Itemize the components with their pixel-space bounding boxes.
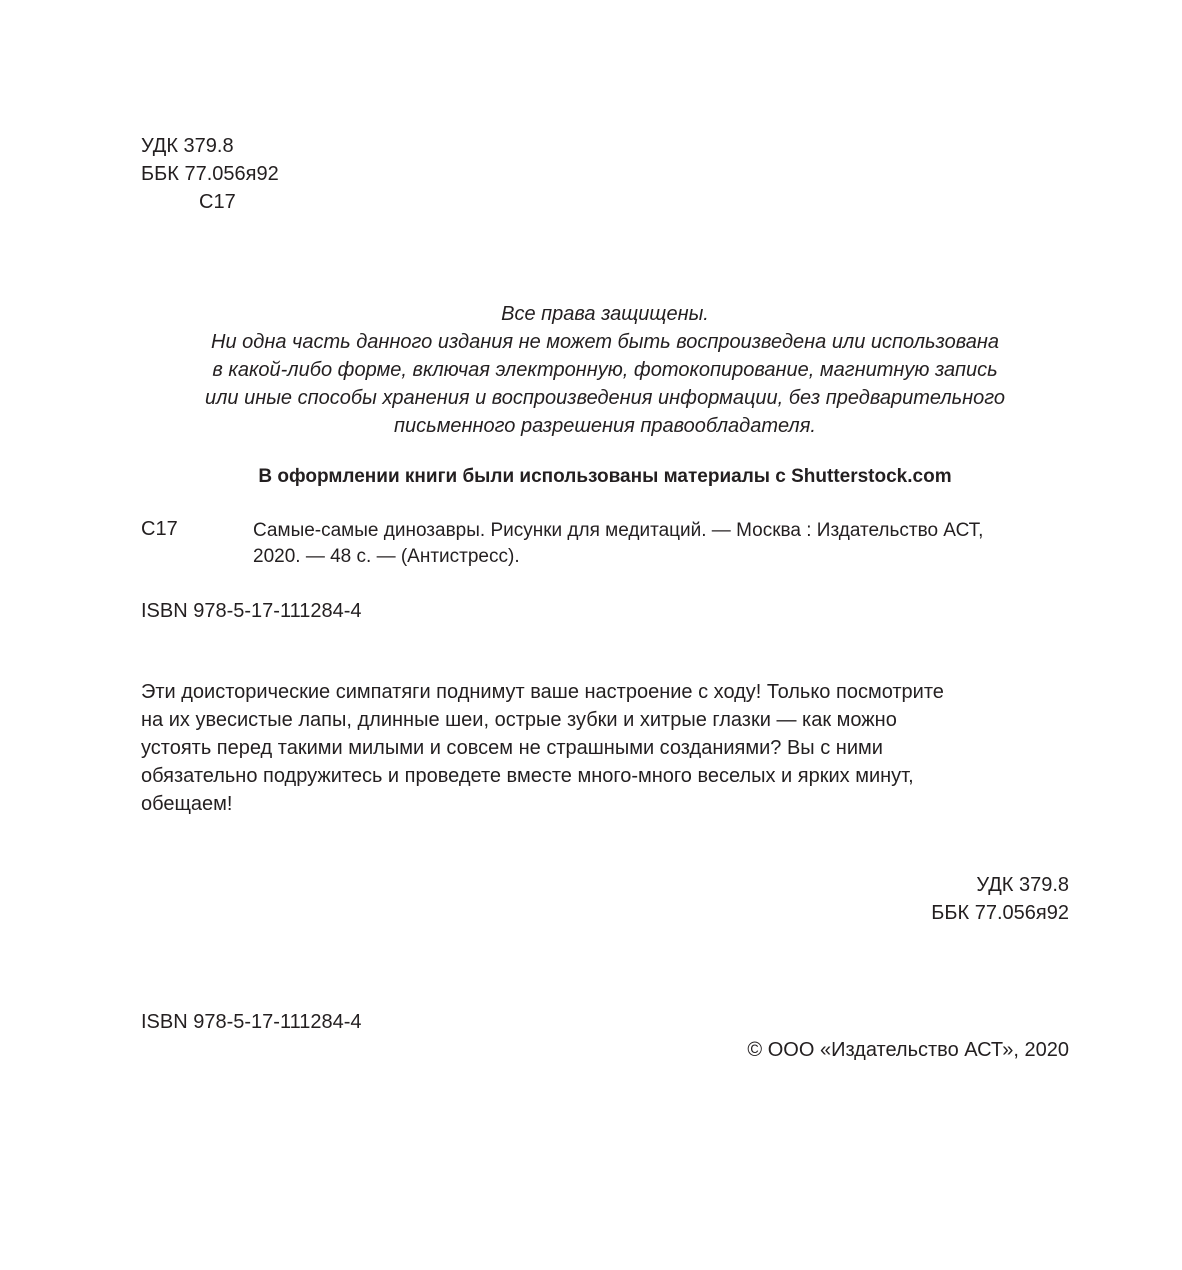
isbn-bottom: ISBN 978-5-17-111284-4 (141, 1011, 362, 1033)
rights-notice (0, 300, 1182, 440)
udk-code: УДК 379.8 (141, 135, 234, 157)
catalog-description (253, 518, 983, 570)
catalog-line: 2020. — 48 с. — (Антистресс). (253, 546, 520, 567)
bbk-code: ББК 77.056я92 (141, 163, 279, 185)
catalog-line: Самые-самые динозавры. Рисунки для медитаций. — Москва : Издательство АСТ, (253, 520, 984, 541)
annotation-line: устоять перед такими милыми и совсем не страшными созданиями? Вы с ними (141, 737, 883, 759)
udk-code: УДК 379.8 (976, 874, 1069, 896)
bbk-code: ББК 77.056я92 (931, 902, 1069, 924)
rights-line: в какой-либо форме, включая электронную, фотокопирование, магнитную запись (212, 359, 998, 381)
copyright-notice: © ООО «Издательство АСТ», 2020 (747, 1039, 1069, 1061)
header-classification-codes (141, 132, 279, 216)
rights-line: письменного разрешения правообладателя. (394, 415, 816, 437)
rights-line: или иные способы хранения и воспроизведения информации, без предварительного (204, 387, 1006, 409)
rights-line: Все права защищены. (501, 303, 709, 325)
isbn-top: ISBN 978-5-17-111284-4 (141, 600, 362, 622)
catalog-code: С17 (141, 518, 178, 540)
shutterstock-credit: В оформлении книги были использованы материалы с Shutterstock.com (258, 466, 952, 487)
annotation-line: обязательно подружитесь и проведете вместе много-много веселых и ярких минут, (141, 765, 914, 787)
footer-classification-codes (931, 871, 1069, 927)
rights-line: Ни одна часть данного издания не может быть воспроизведена или использована (211, 331, 999, 353)
annotation-line: обещаем! (141, 793, 233, 815)
annotation-line: Эти доисторические симпатяги поднимут ваше настроение с ходу! Только посмотрите (141, 681, 944, 703)
annotation (141, 678, 944, 818)
annotation-line: на их увесистые лапы, длинные шеи, острые зубки и хитрые глазки — как можно (141, 709, 897, 731)
author-mark: С17 (199, 191, 236, 213)
